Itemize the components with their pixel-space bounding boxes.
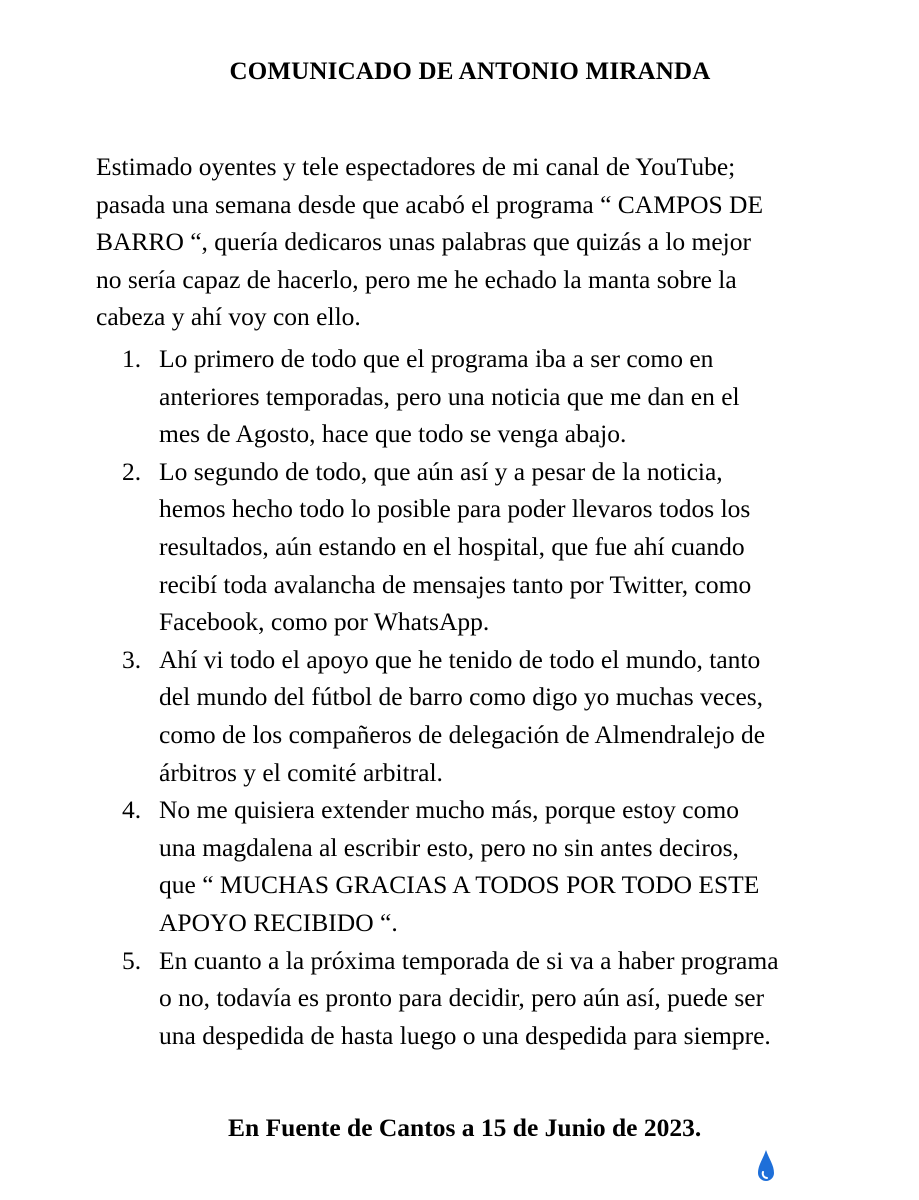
list-item-line: del mundo del fútbol de barro como digo yo muchas veces, bbox=[159, 682, 764, 712]
intro-paragraph bbox=[96, 148, 866, 336]
list-item-line: árbitros y el comité arbitral. bbox=[159, 757, 443, 787]
list-item-line: que “ MUCHAS GRACIAS A TODOS POR TODO ESTE bbox=[159, 870, 760, 900]
list-item-line: anteriores temporadas, pero una noticia que me dan en el bbox=[159, 381, 740, 411]
list-item-line: Facebook, como por WhatsApp. bbox=[159, 607, 490, 637]
list-item bbox=[122, 942, 882, 1055]
water-drop-icon bbox=[755, 1148, 777, 1184]
list-item-line: Lo primero de todo que el programa iba a ser como en bbox=[159, 344, 714, 373]
closing-date-line: En Fuente de Cantos a 15 de Junio de 2023. bbox=[228, 1113, 702, 1142]
document-title: COMUNICADO DE ANTONIO MIRANDA bbox=[229, 58, 711, 85]
list-item bbox=[122, 340, 882, 453]
intro-line: pasada una semana desde que acabó el programa “ CAMPOS DE bbox=[96, 189, 764, 219]
list-item-line: resultados, aún estando en el hospital, que fue ahí cuando bbox=[159, 531, 745, 561]
list-item-line: Ahí vi todo el apoyo que he tenido de todo el mundo, tanto bbox=[159, 644, 761, 674]
list-item-number: 4. bbox=[122, 795, 142, 825]
intro-line: Estimado oyentes y tele espectadores de mi canal de YouTube; bbox=[96, 152, 736, 181]
list-item-line: No me quisiera extender mucho más, porque estoy como bbox=[159, 795, 739, 825]
list-item-line: Lo segundo de todo, que aún así y a pesar de la noticia, bbox=[159, 456, 723, 486]
list-item bbox=[122, 641, 882, 791]
list-item-line: o no, todavía es pronto para decidir, pero aún así, puede ser bbox=[159, 983, 765, 1013]
list-item bbox=[122, 453, 882, 641]
list-item-line: En cuanto a la próxima temporada de si va a haber programa bbox=[159, 945, 779, 975]
intro-line: BARRO “, quería dedicaros unas palabras que quizás a lo mejor bbox=[96, 227, 752, 257]
list-item bbox=[122, 791, 882, 941]
list-item-line: APOYO RECIBIDO “. bbox=[159, 907, 398, 937]
list-item-number: 2. bbox=[122, 456, 142, 486]
list-item-number: 5. bbox=[122, 945, 142, 975]
list-item-number: 1. bbox=[122, 344, 142, 373]
numbered-list bbox=[122, 340, 882, 1054]
list-item-line: una despedida de hasta luego o una despedida para siempre. bbox=[159, 1020, 771, 1050]
list-item-line: recibí toda avalancha de mensajes tanto por Twitter, como bbox=[159, 569, 752, 599]
intro-line: no sería capaz de hacerlo, pero me he echado la manta sobre la bbox=[96, 264, 737, 294]
list-item-line: mes de Agosto, hace que todo se venga abajo. bbox=[159, 419, 627, 449]
list-item-line: hemos hecho todo lo posible para poder llevaros todos los bbox=[159, 494, 751, 524]
list-item-line: una magdalena al escribir esto, pero no sin antes deciros, bbox=[159, 832, 739, 862]
intro-line: cabeza y ahí voy con ello. bbox=[96, 302, 361, 332]
list-item-number: 3. bbox=[122, 644, 142, 674]
list-item-line: como de los compañeros de delegación de Almendralejo de bbox=[159, 719, 766, 749]
